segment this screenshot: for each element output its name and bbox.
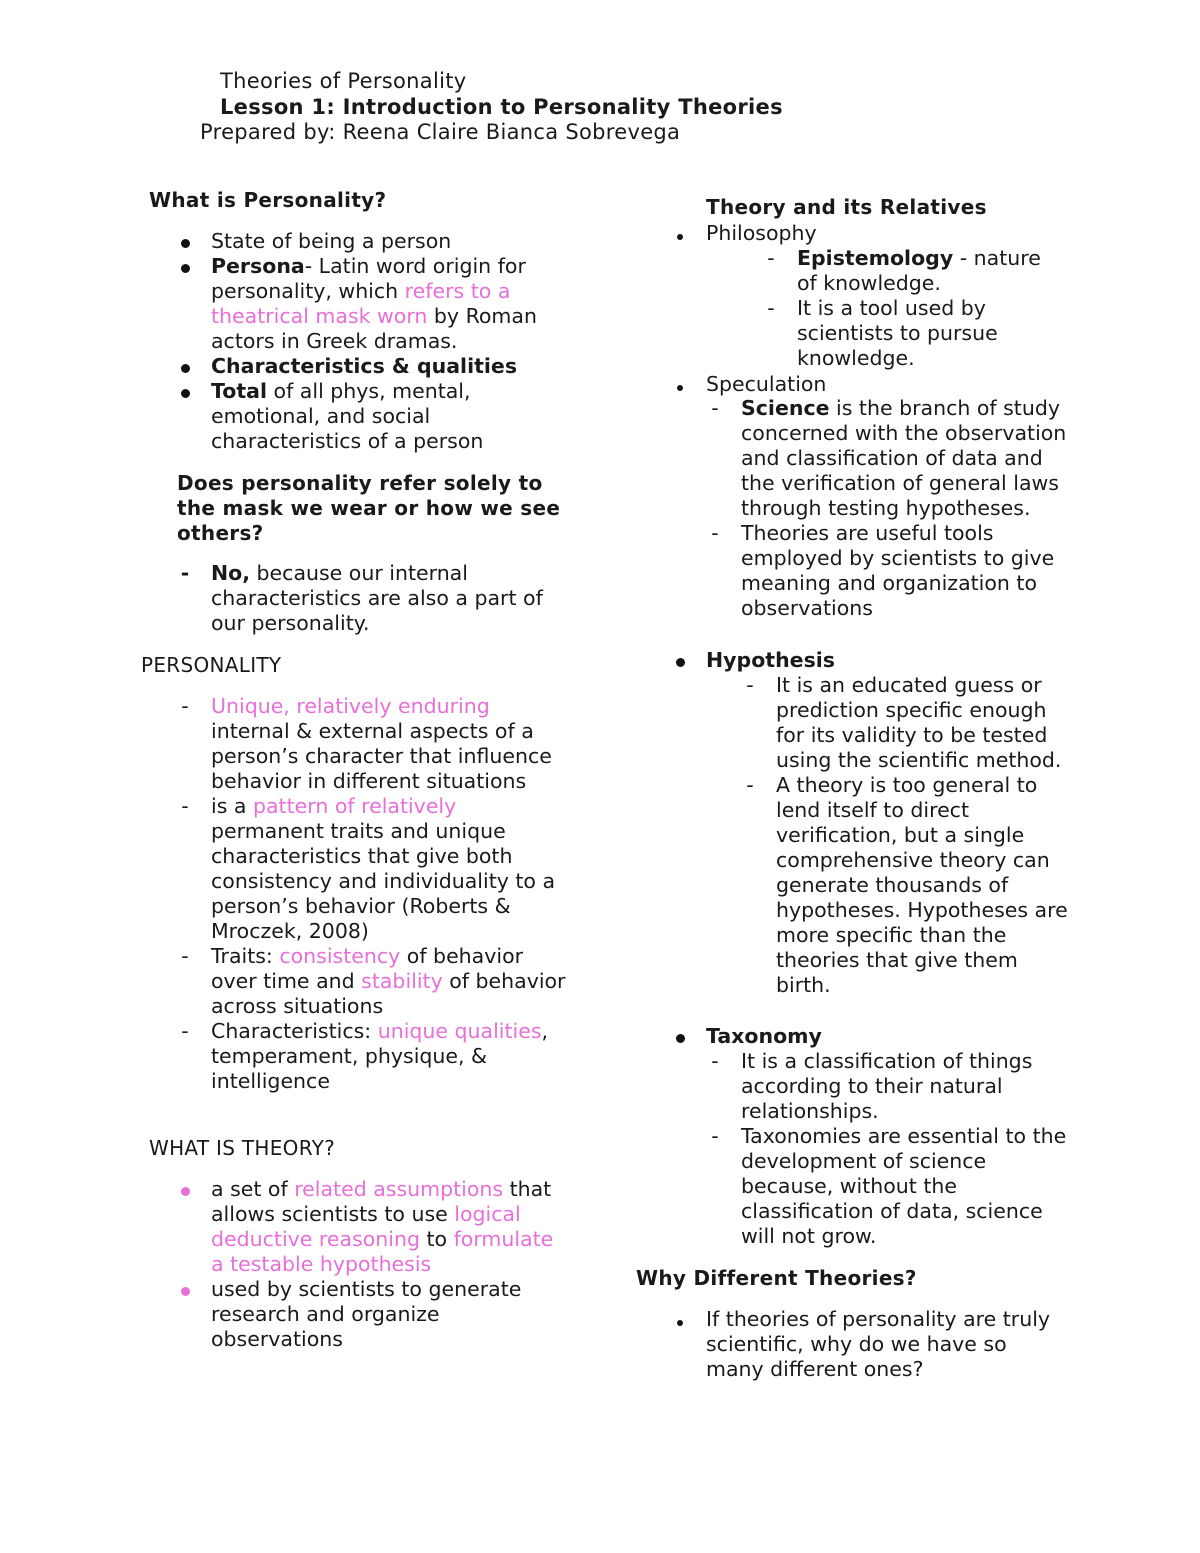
why-different-theories-heading: Why Different Theories? bbox=[636, 1266, 917, 1290]
bullet-icon bbox=[181, 1187, 190, 1196]
speculation-sublist bbox=[711, 396, 1071, 621]
list-item: used by scientists to generate research and organize observations bbox=[211, 1277, 571, 1352]
dash-icon: - bbox=[711, 1124, 719, 1148]
speculation-list bbox=[706, 372, 1066, 397]
hypothesis-list bbox=[706, 648, 1066, 673]
list-item: - It is an educated guess or prediction specific enough for its validity to be tested using the scientific method. bbox=[776, 673, 1071, 773]
dash-icon: - bbox=[181, 794, 189, 818]
personality-heading: PERSONALITY bbox=[141, 653, 282, 677]
list-item: - No, because our internal characteristics are also a part of our personality. bbox=[211, 561, 571, 636]
list-item: - Taxonomies are essential to the development of science because, without the classification of data, science will not grow. bbox=[741, 1124, 1071, 1249]
dash-icon: - bbox=[180, 561, 190, 585]
bullet-icon bbox=[677, 385, 683, 391]
theory-definition-list bbox=[211, 1177, 571, 1352]
hypothesis-sublist bbox=[746, 673, 1071, 998]
list-item: - Traits: consistency of behavior over time and stability of behavior across situations bbox=[211, 944, 566, 1019]
list-item: - Epistemology - nature of knowledge. bbox=[797, 246, 1057, 296]
dash-icon: - bbox=[746, 773, 754, 797]
what-is-theory-heading: WHAT IS THEORY? bbox=[149, 1136, 336, 1160]
document-title: Theories of Personality bbox=[220, 69, 467, 93]
bullet-icon bbox=[181, 239, 190, 248]
list-item: Characteristics & qualities bbox=[211, 354, 571, 379]
why-list bbox=[706, 1307, 1066, 1382]
dash-icon: - bbox=[767, 246, 775, 270]
dash-icon: - bbox=[746, 673, 754, 697]
mask-question: Does personality refer solely to the mask we wear or how we see others? bbox=[177, 471, 561, 545]
personality-definition-list bbox=[211, 229, 571, 454]
prepared-by: Prepared by: Reena Claire Bianca Sobrevega bbox=[200, 120, 681, 144]
dash-icon: - bbox=[711, 396, 719, 420]
list-item: - It is a classification of things according to their natural relationships. bbox=[741, 1049, 1071, 1124]
bullet-icon bbox=[181, 389, 190, 398]
lesson-title: Lesson 1: Introduction to Personality Theories bbox=[220, 95, 783, 119]
list-item: a set of related assumptions that allows scientists to use logical deductive reasoning to formulate a testable hypothesis bbox=[211, 1177, 571, 1277]
taxonomy-sublist bbox=[711, 1049, 1071, 1249]
list-item: Taxonomy bbox=[706, 1024, 1066, 1049]
theory-relatives-heading: Theory and its Relatives bbox=[706, 195, 987, 219]
dash-icon: - bbox=[711, 521, 719, 545]
list-item: - Characteristics: unique qualities, temperament, physique, & intelligence bbox=[211, 1019, 566, 1094]
bullet-icon bbox=[677, 234, 683, 240]
dash-icon: - bbox=[181, 944, 189, 968]
list-item: - Science is the branch of study concerned with the observation and classification of data and the verification of general laws through testing hypotheses. bbox=[741, 396, 1071, 521]
personality-points-list bbox=[181, 694, 566, 1094]
list-item: State of being a person bbox=[211, 229, 571, 254]
list-item: Persona- Latin word origin for personality, which refers to a theatrical mask worn by Roman actors in Greek dramas. bbox=[211, 254, 571, 354]
bullet-icon bbox=[181, 1287, 190, 1296]
bullet-icon bbox=[676, 1034, 685, 1043]
list-item: Speculation bbox=[706, 372, 1066, 397]
list-item: Hypothesis bbox=[706, 648, 1066, 673]
list-item: - A theory is too general to lend itself to direct verification, but a single comprehensive theory can generate thousands of hypotheses. Hypotheses are more specific than the theories that give them birth. bbox=[776, 773, 1071, 998]
bullet-icon bbox=[676, 658, 685, 667]
list-item: - It is a tool used by scientists to pursue knowledge. bbox=[797, 296, 1057, 371]
dash-icon: - bbox=[181, 694, 189, 718]
dash-icon: - bbox=[767, 296, 775, 320]
list-item: - is a pattern of relatively permanent traits and unique characteristics that give both consistency and individuality to a person’s behavior (Roberts & Mroczek, 2008) bbox=[211, 794, 566, 944]
list-item: Total of all phys, mental, emotional, and social characteristics of a person bbox=[211, 379, 571, 454]
list-item: - Theories are useful tools employed by scientists to give meaning and organization to observations bbox=[741, 521, 1071, 621]
taxonomy-list bbox=[706, 1024, 1066, 1049]
what-is-personality-heading: What is Personality? bbox=[149, 188, 387, 212]
dash-icon: - bbox=[711, 1049, 719, 1073]
philosophy-list bbox=[706, 221, 1066, 246]
dash-icon: - bbox=[181, 1019, 189, 1043]
list-item: Philosophy bbox=[706, 221, 1066, 246]
bullet-icon bbox=[181, 264, 190, 273]
bullet-icon bbox=[677, 1320, 683, 1326]
answer-list bbox=[180, 561, 571, 636]
list-item: - Unique, relatively enduring internal & external aspects of a person’s character that influence behavior in different situations bbox=[211, 694, 566, 794]
philosophy-sublist bbox=[767, 246, 1057, 371]
list-item: If theories of personality are truly scientific, why do we have so many different ones? bbox=[706, 1307, 1066, 1382]
bullet-icon bbox=[181, 364, 190, 373]
